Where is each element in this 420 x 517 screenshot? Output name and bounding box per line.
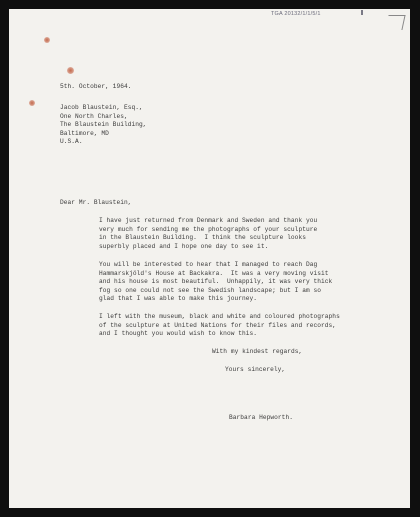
body-paragraph xyxy=(99,217,317,251)
archive-reference: TGA 20132/1/1/5/1 xyxy=(271,11,321,17)
body-line: I left with the museum, black and white and coloured photographs xyxy=(99,313,340,320)
body-line: and I thought you would wish to know this. xyxy=(99,330,258,338)
body-paragraph xyxy=(99,261,332,304)
letter-page xyxy=(9,9,410,508)
punch-hole-mark xyxy=(29,100,35,106)
body-line: glad that I was able to make this journey. xyxy=(99,295,258,303)
body-line: fog so one could not see the Swedish landscape; but I am so xyxy=(99,286,322,294)
body-line: superbly placed and I hope one day to see it. xyxy=(99,242,269,250)
closing-valediction: Yours sincerely, xyxy=(225,366,286,373)
body-line: and his house is most beautiful. Unhappily, it was very thick xyxy=(99,278,333,286)
punch-hole-mark xyxy=(44,37,50,43)
body-line: Hammarskjöld's House at Backakra. It was a very moving visit xyxy=(99,269,329,277)
address-line: The Blaustein Building, xyxy=(60,121,147,129)
address-line: U.S.A. xyxy=(60,138,83,146)
body-line: I have just returned from Denmark and Sweden and thank you xyxy=(99,217,318,224)
body-paragraph xyxy=(99,313,340,339)
body-line: You will be interested to hear that I managed to reach Dag xyxy=(99,261,318,268)
address-line: One North Charles, xyxy=(60,112,128,120)
recipient-address xyxy=(60,104,147,147)
address-line: Jacob Blaustein, Esq., xyxy=(60,104,143,111)
closing-regards: With my kindest regards, xyxy=(212,348,303,355)
archive-reference-mark xyxy=(361,10,363,15)
body-line: in the Blaustein Building. I think the sculpture looks xyxy=(99,234,306,242)
letter-date: 5th. October, 1964. xyxy=(60,83,132,90)
signature-name: Barbara Hepworth. xyxy=(229,414,293,421)
punch-hole-mark xyxy=(67,67,74,74)
salutation: Dear Mr. Blaustein, xyxy=(60,199,132,206)
body-line: of the sculpture at United Nations for their files and records, xyxy=(99,321,337,329)
address-line: Baltimore, MD xyxy=(60,129,109,137)
corner-pencil-mark xyxy=(385,15,405,30)
body-line: very much for sending me the photographs of your sculpture xyxy=(99,225,318,233)
